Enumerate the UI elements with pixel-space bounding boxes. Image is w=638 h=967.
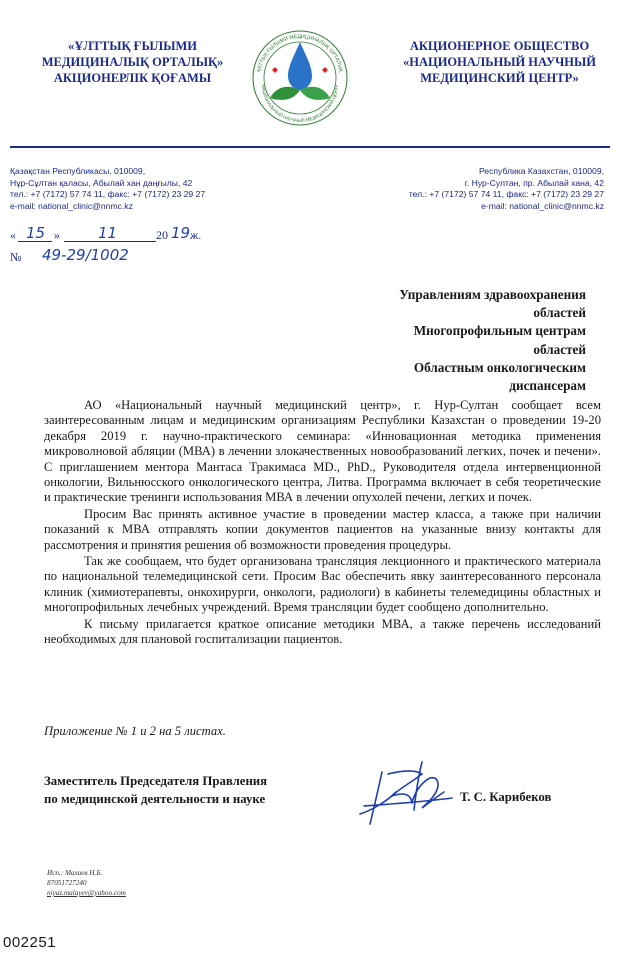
signer-title [44,772,314,808]
date-year-end: ж. [190,228,202,242]
registration-number [10,248,200,268]
address-line: г. Нур-Султан, пр. Абылай хана, 42 [464,177,604,188]
registration-date [10,226,200,246]
date-year-suffix: 19 [171,224,191,242]
header-divider [10,146,610,148]
document-number: 002251 [3,934,57,951]
logo-ring-top-text: ҰЛТТЫҚ ҒЫЛЫМИ МЕДИЦИНАЛЫҚ ОРТАЛЫҚ [256,33,344,73]
handwritten-signature [352,752,457,832]
body-paragraph: АО «Национальный научный медицинский центр», г. Нур-Султан сообщает всем заинтересованным лицам и медицинским организациям Республики Казахстан о проведении 19-20 декабря 2019 г. научно-практического семинара: «Инновационная методика применения микроволновой абляции (МВА) в лечении злокачественных новообразований легких, почек и печени». С приглашением ментора Мантаса Тракимаса MD., PhD., Руководителя отдела интервенционной онкологии, Вильнюсского онкологического центра, Литва. Программа включает в себя теоретические и практические тренинги использования МВА в лечении опухолей печени, легких и почек. [44,398,601,505]
logo-ring-bottom-text: НАЦИОНАЛЬНЫЙ НАУЧНЫЙ МЕДИЦИНСКИЙ ЦЕНТР [260,84,340,124]
org-name-ru-line: МЕДИЦИНСКИЙ ЦЕНТР» [420,71,579,85]
address-russian [360,166,604,212]
date-open-quote: « [10,228,16,242]
phone-line: тел.: +7 (7172) 57 74 11, факс: +7 (7172) 23 29 27 [10,189,206,199]
address-line: Нұр-Сұлтан қаласы, Абылай хан даңғылы, 42 [10,177,193,188]
body-paragraph: К письму прилагается краткое описание методики МВА, а также перечень исследований необходимых для плановой госпитализации пациентов. [44,616,601,647]
signer-name: Т. С. Карибеков [460,790,552,804]
recipient-line: областей [533,305,586,321]
signer-title-line: по медицинской деятельности и науке [44,792,266,806]
executor-email: niyaz.malayev@yahoo.com [47,889,126,897]
recipient-line: Областным онкологическим [413,359,586,375]
org-name-ru-line: АКЦИОНЕРНОЕ ОБЩЕСТВО [409,39,590,53]
date-year-prefix: 20 [156,228,168,242]
body-paragraph: Просим Вас принять активное участие в проведении мастер класса, а также при наличии показаний к МВА отправлять копии документов пациентов на указанные внизу контакты для рассмотрения и принятия решения об возможности проведения процедуры. [44,506,601,552]
number-label: № [10,250,22,264]
recipients-block [380,286,586,395]
number-value: 49-29/1002 [42,246,129,264]
recipient-line: областей [533,341,586,357]
date-close-quote: » [54,228,60,242]
recipient-line: Управлениям здравоохранения [399,287,586,302]
email-line: e-mail: national_clinic@nnmc.kz [10,200,133,211]
org-name-kz-line: АКЦИОНЕРЛІК ҚОҒАМЫ [53,71,212,85]
executor-info [47,868,247,898]
appendix-note: Приложение № 1 и 2 на 5 листах. [44,724,226,738]
org-name-russian [392,38,607,86]
drop-leaves-logo-icon [250,28,350,128]
org-name-kz-line: МЕДИЦИНАЛЫҚ ОРТАЛЫҚ» [41,55,224,69]
address-kazakh [10,166,270,212]
org-name-kazakh [30,38,235,86]
date-month: 11 [98,224,118,242]
recipient-line: диспансерам [509,378,586,394]
executor-phone: 87051727240 [47,879,87,887]
email-line: e-mail: national_clinic@nnmc.kz [481,200,604,211]
address-line: Республика Казахстан, 010009, [478,166,604,176]
letter-body [44,398,601,649]
recipient-line: Многопрофильным центрам [413,323,586,339]
org-name-kz-line: «ҰЛТТЫҚ ҒЫЛЫМИ [67,39,198,53]
signer-title-line: Заместитель Председателя Правления [44,774,268,788]
body-paragraph: Так же сообщаем, что будет организована трансляция лекционного и практического материала по национальной телемедицинской сети. Просим Вас обеспечить явку заинтересованного персонала клиник (химиотерапевты, онкохирурги, онкологи, радиологи) в кабинеты телемедицины областных и многопрофильных лечебных учреждений. Время трансляции будет сообщено дополнительно. [44,554,601,615]
address-line: Қазақстан Республикасы, 010009, [10,166,146,176]
date-day: 15 [26,224,46,242]
org-name-ru-line: «НАЦИОНАЛЬНЫЙ НАУЧНЫЙ [402,55,597,69]
phone-line: тел.: +7 (7172) 57 74 11, факс: +7 (7172) 23 29 27 [408,189,604,199]
executor-name: Исп.: Малаев Н.Б. [47,869,103,877]
